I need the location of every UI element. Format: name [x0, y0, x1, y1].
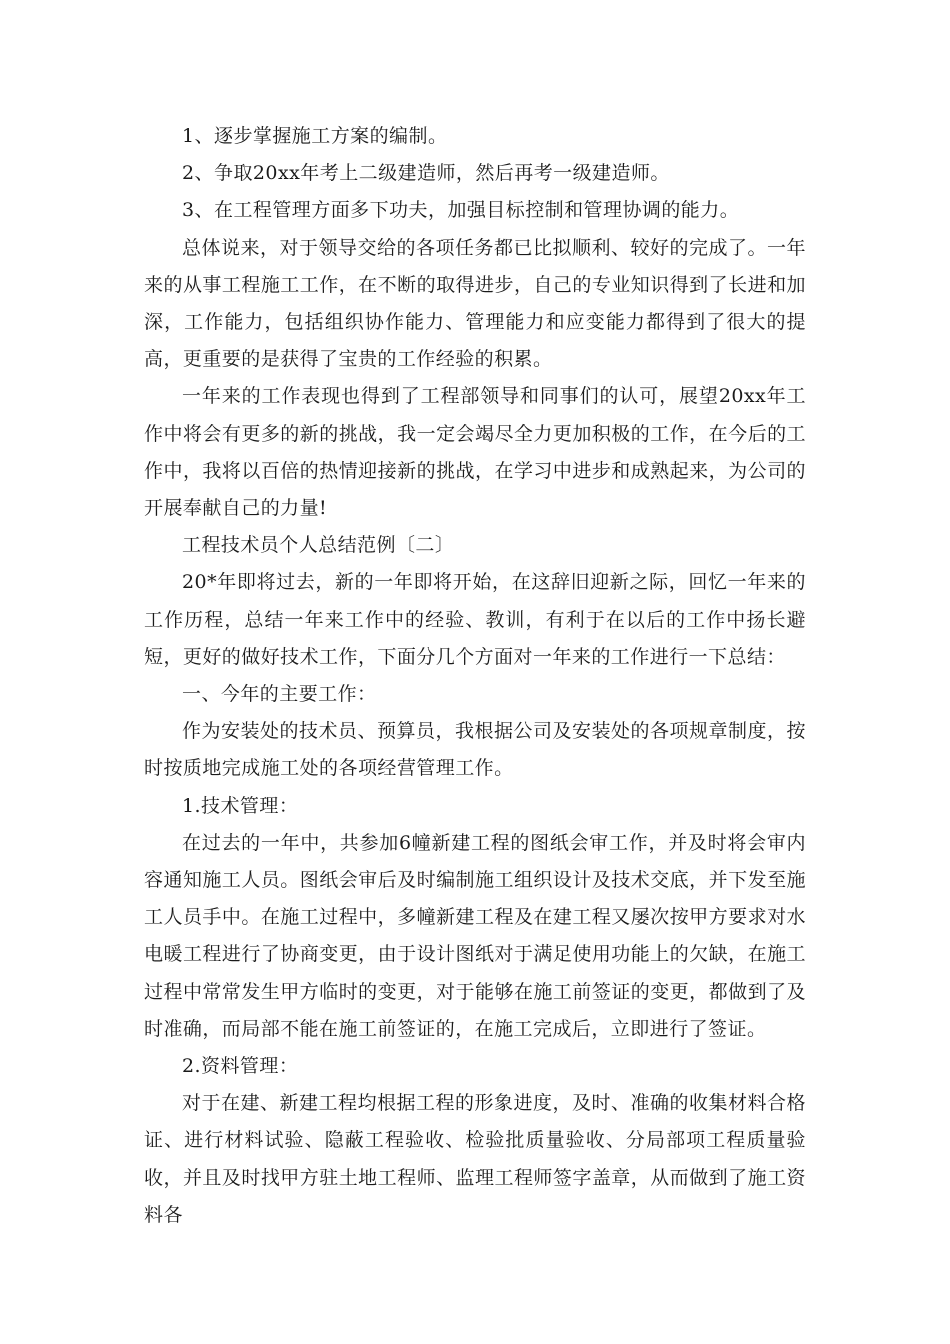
outlook-paragraph: 一年来的工作表现也得到了工程部领导和同事们的认可，展望20xx年工作中将会有更多的新的挑战，我一定会竭尽全力更加积极的工作，在今后的工作中，我将以百倍的热情迎接新的挑战，在学习中进步和成熟起来，为公司的开展奉献自己的力量!	[144, 385, 806, 520]
main-work-paragraph: 作为安装处的技术员、预算员，我根据公司及安装处的各项规章制度，按时按质地完成施工处的各项经营管理工作。	[144, 720, 806, 780]
list-item-2: 2、争取20xx年考上二级建造师，然后再考一级建造师。	[182, 162, 670, 185]
document-management-heading: 2.资料管理：	[182, 1055, 299, 1078]
technical-management-paragraph: 在过去的一年中，共参加6幢新建工程的图纸会审工作，并及时将会审内容通知施工人员。图纸会审后及时编制施工组织设计及技术交底，并下发至施工人员手中。在施工过程中，多幢新建工程及在建工程又屡次按甲方要求对水电暖工程进行了协商变更，由于设计图纸对于满足使用功能上的欠缺，在施工过程中常常发生甲方临时的变更，对于能够在施工前签证的变更，都做到了及时准确，而局部不能在施工前签证的，在施工完成后，立即进行了签证。	[144, 831, 806, 1040]
intro-paragraph: 20*年即将过去，新的一年即将开始，在这辞旧迎新之际，回忆一年来的工作历程，总结一年来工作中的经验、教训，有利于在以后的工作中扬长避短，更好的做好技术工作，下面分几个方面对一年来的工作进行一下总结：	[144, 571, 806, 668]
list-item-3: 3、在工程管理方面多下功夫，加强目标控制和管理协调的能力。	[182, 199, 740, 222]
main-work-heading: 一、今年的主要工作：	[182, 683, 377, 706]
technical-management-heading: 1.技术管理：	[182, 794, 299, 817]
document-management-paragraph: 对于在建、新建工程均根据工程的形象进度，及时、准确的收集材料合格证、进行材料试验、隐蔽工程验收、检验批质量验收、分局部项工程质量验收，并且及时找甲方驻土地工程师、监理工程师签字盖章，从而做到了施工资料各	[144, 1092, 806, 1226]
section-title: 工程技术员个人总结范例〔二〕	[182, 534, 455, 557]
list-item-1: 1、逐步掌握施工方案的编制。	[182, 125, 448, 147]
document-body	[144, 118, 806, 1234]
summary-paragraph: 总体说来，对于领导交给的各项任务都已比拟顺利、较好的完成了。一年来的从事工程施工工作，在不断的取得进步，自己的专业知识得到了长进和加深，工作能力，包括组织协作能力、管理能力和应变能力都得到了很大的提高，更重要的是获得了宝贵的工作经验的积累。	[144, 236, 806, 371]
